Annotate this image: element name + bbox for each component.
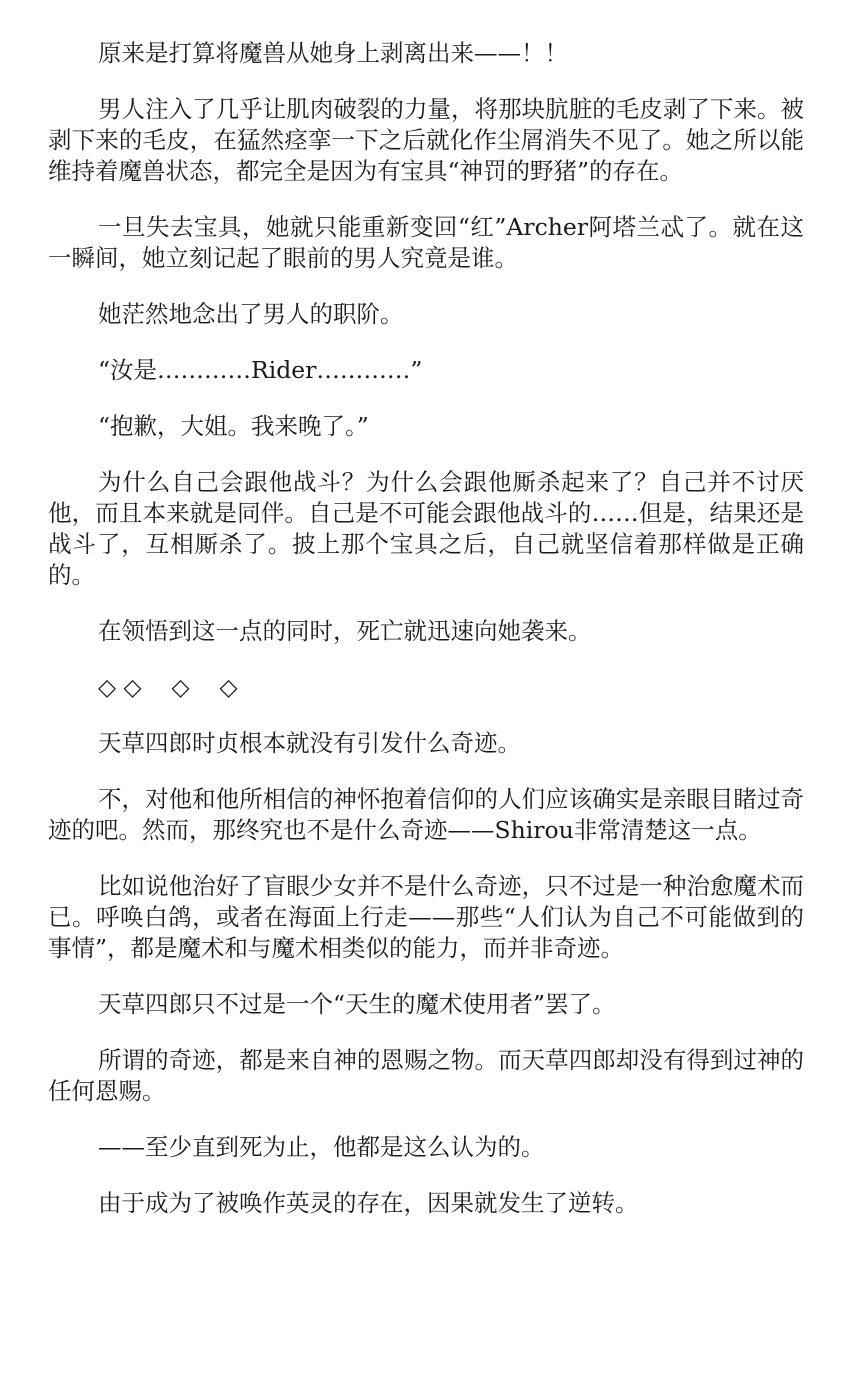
paragraph: 为什么自己会跟他战斗？为什么会跟他厮杀起来了？自己并不讨厌他，而且本来就是同伴。自己是不可能会跟他战斗的……但是，结果还是战斗了，互相厮杀了。披上那个宝具之后，自己就坚信着那样做是正确的。 (48, 468, 804, 589)
paragraph: 不，对他和他所相信的神怀抱着信仰的人们应该确实是亲眼目睹过奇迹的吧。然而，那终究也不是什么奇迹——Shirou非常清楚这一点。 (48, 785, 804, 844)
paragraph: 天草四郎只不过是一个“天生的魔术使用者”罢了。 (98, 990, 616, 1018)
document-body (48, 38, 804, 1219)
dialogue-line: “抱歉，大姐。我来晚了。” (98, 412, 369, 440)
paragraph: 原来是打算将魔兽从她身上剥离出来——！！ (98, 39, 568, 67)
paragraph: 一旦失去宝具，她就只能重新变回“红”Archer阿塔兰忒了。就在这一瞬间，她立刻记起了眼前的男人究竟是谁。 (48, 213, 804, 272)
paragraph: 比如说他治好了盲眼少女并不是什么奇迹，只不过是一种治愈魔术而已。呼唤白鸽，或者在海面上行走——那些“人们认为自己不可能做到的事情”，都是魔术和与魔术相类似的能力，而并非奇迹。 (48, 872, 804, 962)
paragraph: 在领悟到这一点的同时，死亡就迅速向她袭来。 (98, 617, 592, 645)
paragraph: 她茫然地念出了男人的职阶。 (98, 300, 404, 328)
paragraph: 所谓的奇迹，都是来自神的恩赐之物。而天草四郎却没有得到过神的任何恩赐。 (48, 1046, 804, 1105)
dialogue-line: “汝是…………Rider…………” (98, 356, 423, 384)
scene-break: ◇ ◇ ◇ ◇ (98, 673, 238, 701)
paragraph: 天草四郎时贞根本就没有引发什么奇迹。 (98, 729, 521, 757)
paragraph: 男人注入了几乎让肌肉破裂的力量，将那块肮脏的毛皮剥了下来。被剥下来的毛皮，在猛然痉挛一下之后就化作尘屑消失不见了。她之所以能维持着魔兽状态，都完全是因为有宝具“神罚的野猪”的存在。 (48, 95, 804, 185)
paragraph: ——至少直到死为止，他都是这么认为的。 (98, 1133, 545, 1161)
paragraph: 由于成为了被唤作英灵的存在，因果就发生了逆转。 (98, 1189, 639, 1217)
